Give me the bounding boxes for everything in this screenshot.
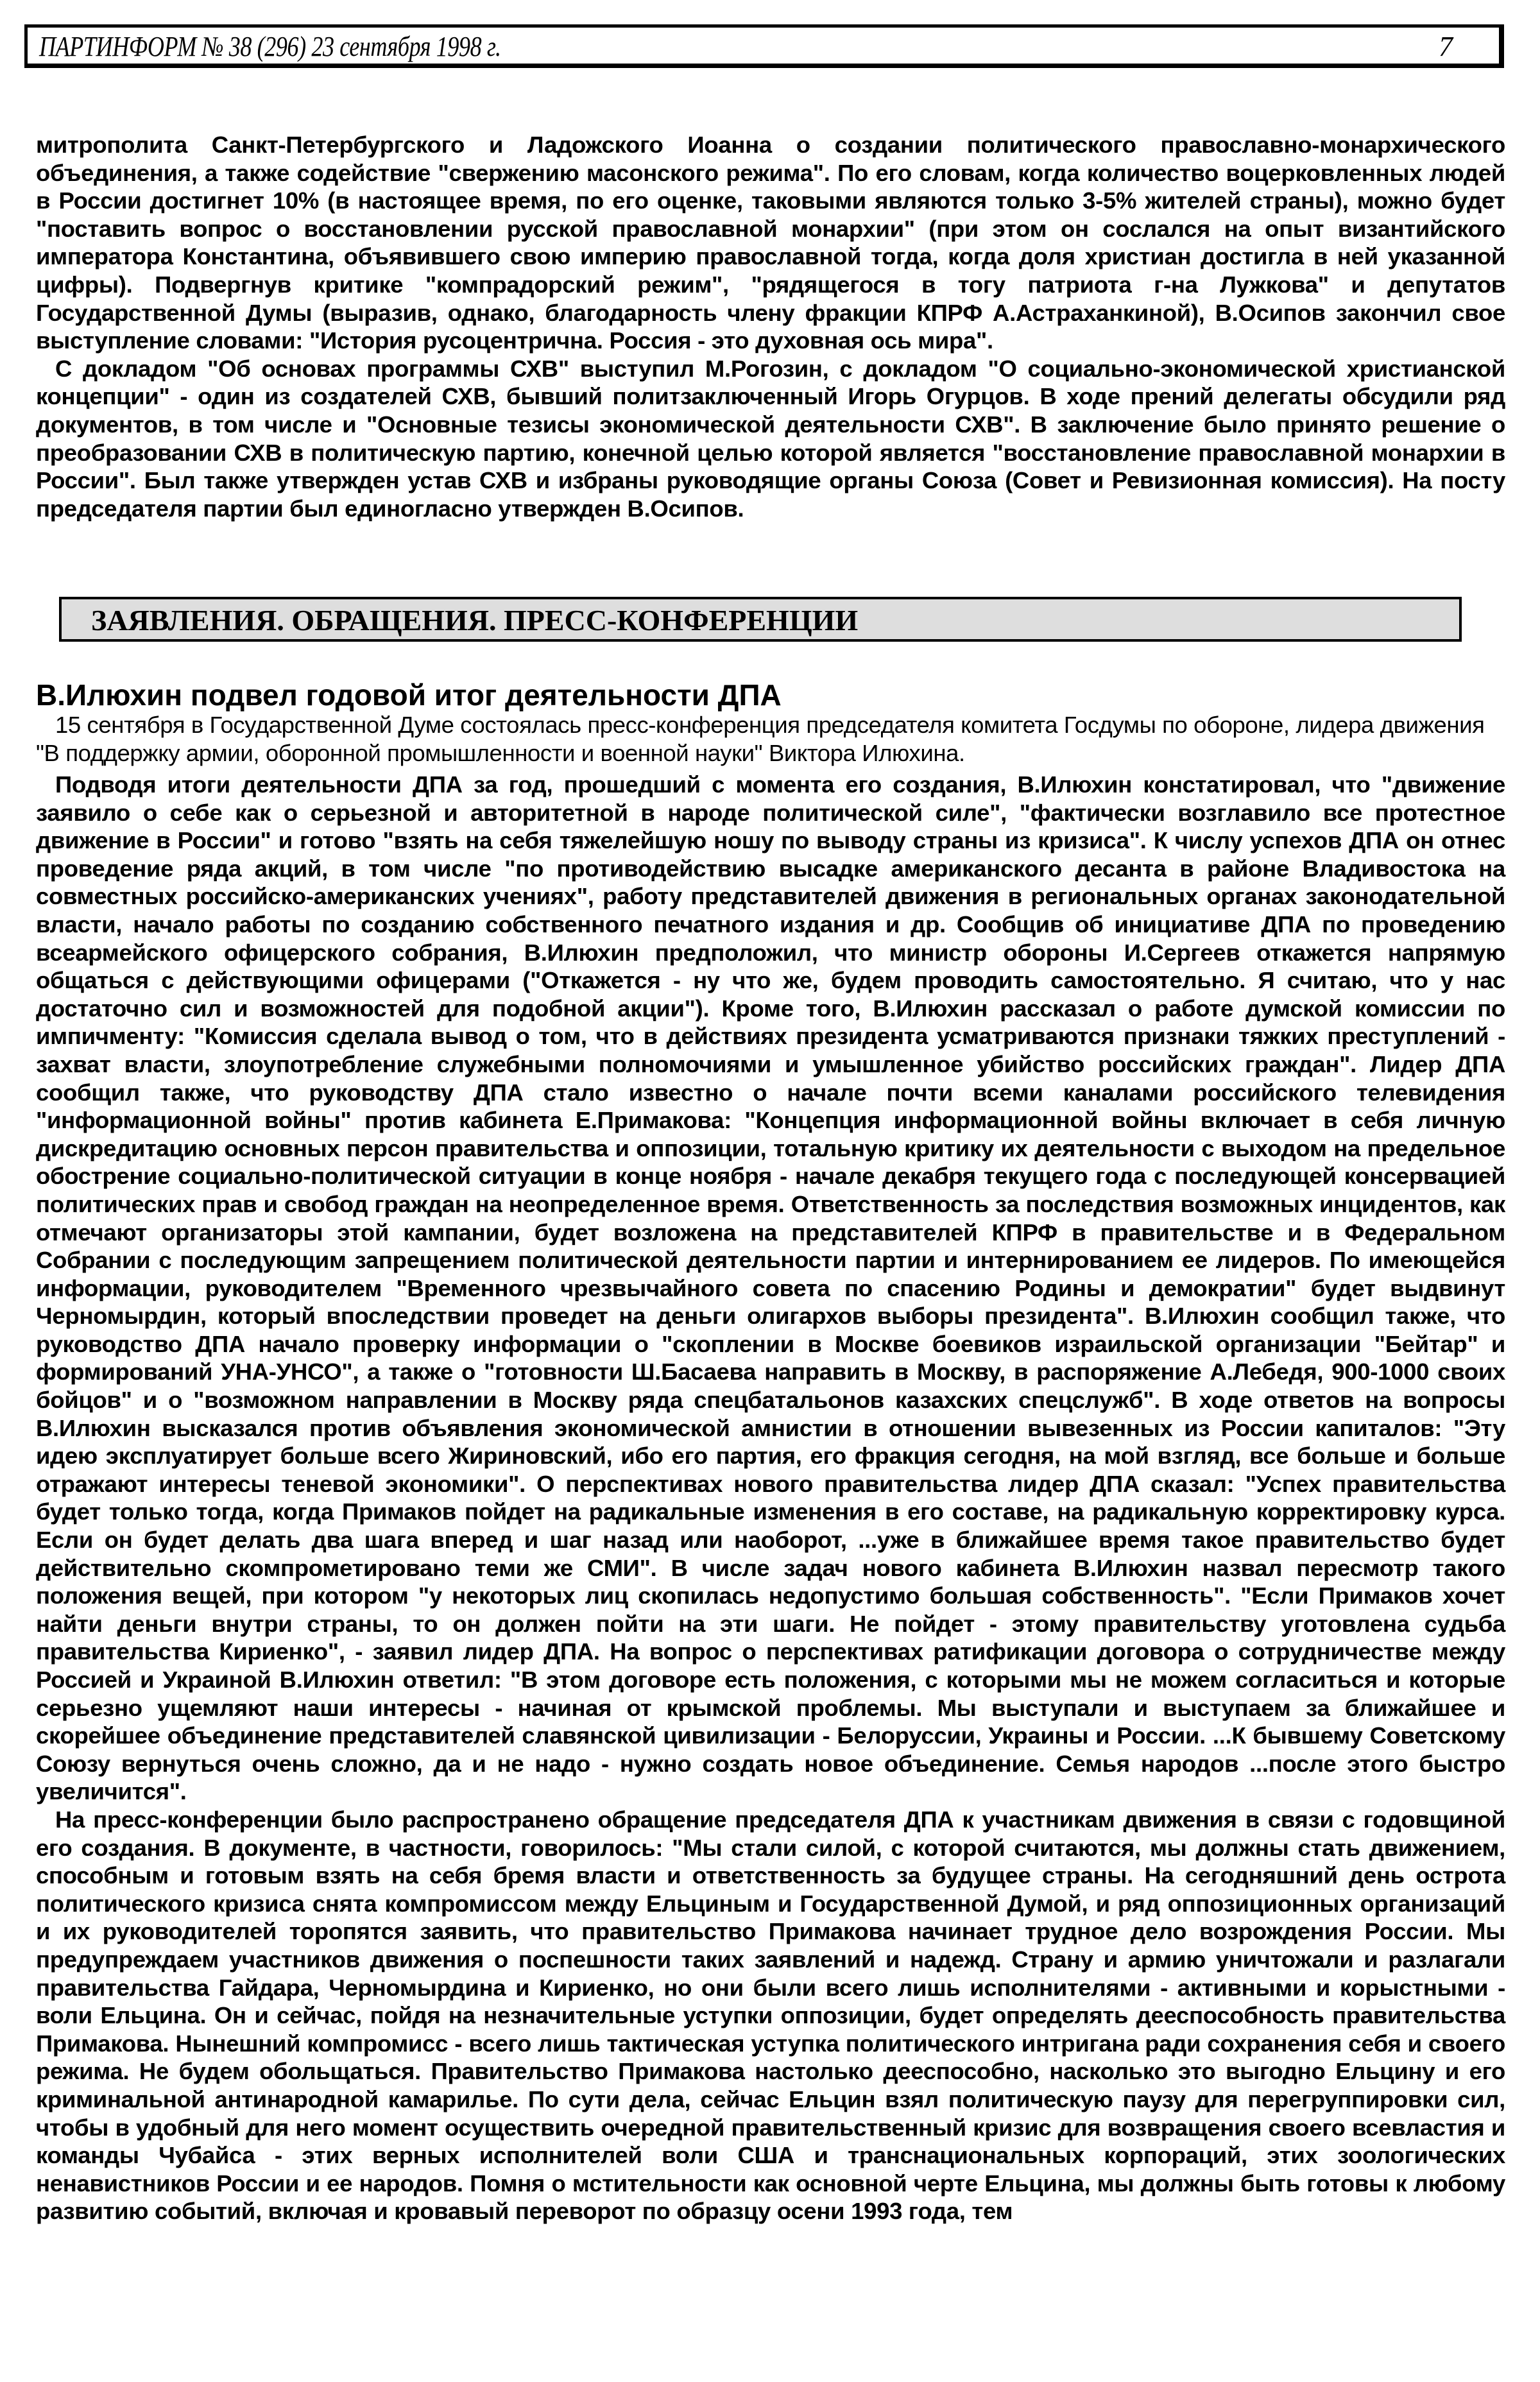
page-number: 7 bbox=[1439, 31, 1453, 62]
article-body bbox=[36, 771, 1505, 2225]
paragraph: митрополита Санкт-Петербургского и Ладожского Иоанна о создании политического православно-монархического объединения, а также содействие "свержению масонского режима". По его словам, когда количество воцерковленных людей в России достигнет 10% (в настоящее время, по его оценке, таковыми являются только 3-5% жителей страны), можно будет "поставить вопрос о восстановлении русской православной монархии" (при этом он сослался на опыт византийского императора Константина, объявившего свою империю православной тогда, когда доля христиан достигла в ней указанной цифры). Подвергнув критике "компрадорский режим", "рядящегося в тогу патриота г-на Лужкова" и депутатов Государственной Думы (выразив, однако, благодарность члену фракции КПРФ А.Астраханкиной), В.Осипов закончил свое выступление словами: "История русоцентрична. Россия - это духовная ось мира". bbox=[36, 132, 1505, 354]
article-lead bbox=[36, 711, 1505, 767]
page-header bbox=[24, 24, 1504, 68]
continued-article-text bbox=[36, 131, 1505, 522]
publication-title: ПАРТИНФОРМ № 38 (296) 23 сентября 1998 г. bbox=[39, 31, 501, 62]
section-title: ЗАЯВЛЕНИЯ. ОБРАЩЕНИЯ. ПРЕСС-КОНФЕРЕНЦИИ bbox=[91, 604, 859, 637]
article-title: В.Илюхин подвел годовой итог деятельности ДПА bbox=[36, 678, 782, 712]
paragraph: На пресс-конференции было распространено обращение председателя ДПА к участникам движения в связи с годовщиной его создания. В документе, в частности, говорилось: "Мы стали силой, с которой считаются, мы должны стать движением, способным и готовым взять на себя бремя власти и ответственность за будущее страны. На сегодняшний день острота политического кризиса снята компромиссом между Ельциным и Государственной Думой, и ряд оппозиционных организаций и их руководителей торопятся заявить, что правительство Примакова начинает трудное дело возрождения России. Мы предупреждаем участников движения о поспешности таких заявлений и надежд. Страну и армию уничтожали и разлагали правительства Гайдара, Черномырдина и Кириенко, но они были всего лишь исполнителями - активными и корыстными - воли Ельцина. Он и сейчас, пойдя на незначительные уступки оппозиции, будет определять дееспособность правительства Примакова. Нынешний компромисс - всего лишь тактическая уступка политического интригана ради сохранения себя и своего режима. Не будем обольщаться. Правительство Примакова настолько дееспособно, насколько это выгодно Ельцину и его криминальной антинародной камарилье. По сути дела, сейчас Ельцин взял политическую паузу для перегруппировки сил, чтобы в удобный для него момент осуществить очередной правительственный кризис для возвращения своего всевластия и команды Чубайса - этих верных исполнителей воли США и транснациональных корпораций, этих зоологических ненавистников России и ее народов. Помня о мстительности как основной черте Ельцина, мы должны быть готовы к любому развитию событий, включая и кровавый переворот по образцу осени 1993 года, тем bbox=[36, 1806, 1505, 2225]
lead-paragraph: 15 сентября в Государственной Думе состоялась пресс-конференция председателя комитета Госдумы по обороне, лидера движения "В поддержку армии, оборонной промышленности и военной науки" Виктора Илюхина. bbox=[36, 712, 1485, 766]
section-heading-box bbox=[59, 597, 1462, 642]
paragraph: С докладом "Об основах программы СХВ" выступил М.Рогозин, с докладом "О социально-экономической христианской концепции" - один из создателей СХВ, бывший политзаключенный Игорь Огурцов. В ходе прений делегаты обсудили ряд документов, в том числе и "Основные тезисы экономической деятельности СХВ". В заключение было принято решение о преобразовании СХВ в политическую партию, конечной целью которой является "восстановление православной монархии в России". Был также утвержден устав СХВ и избраны руководящие органы Союза (Совет и Ревизионная комиссия). На посту председателя партии был единогласно утвержден В.Осипов. bbox=[36, 355, 1505, 522]
paragraph: Подводя итоги деятельности ДПА за год, прошедший с момента его создания, В.Илюхин констатировал, что "движение заявило о себе как о серьезной и авторитетной в народе политической силе", "фактически возглавило все протестное движение в России" и готово "взять на себя тяжелейшую ношу по выводу страны из кризиса". К числу успехов ДПА он отнес проведение ряда акций, в том числе "по противодействию высадке американского десанта в районе Владивостока на совместных российско-американских учениях", работу представителей движения в региональных органах законодательной власти, начало работы по созданию собственного печатного издания и др. Сообщив об инициативе ДПА по проведению всеармейского офицерского собрания, В.Илюхин предположил, что министр обороны И.Сергеев откажется напрямую общаться с действующими офицерами ("Откажется - ну что же, будем проводить самостоятельно. Я считаю, что у нас достаточно сил и возможностей для подобной акции"). Кроме того, В.Илюхин рассказал о работе думской комиссии по импичменту: "Комиссия сделала вывод о том, что в действиях президента усматриваются признаки тяжких преступлений - захват власти, злоупотребление служебными полномочиями и умышленное убийство российских граждан". Лидер ДПА сообщил также, что руководству ДПА стало известно о начале почти всеми каналами российского телевидения "информационной войны" против кабинета Е.Примакова: "Концепция информационной войны включает в себя личную дискредитацию основных персон правительства и оппозиции, тотальную критику их деятельности с выходом на предельное обострение социально-политической ситуации в конце ноября - начале декабря текущего года с последующей консервацией политических прав и свобод граждан на неопределенное время. Ответственность за последствия возможных инцидентов, как отмечают организаторы этой кампании, будет возложена на представителей КПРФ в правительстве и в Федеральном Собрании с последующим запрещением политической деятельности партии и интернированием ее лидеров. По имеющейся информации, руководителем "Временного чрезвычайного совета по спасению Родины и демократии" будет выдвинут Черномырдин, который впоследствии проведет на деньги олигархов выборы президента". В.Илюхин сообщил также, что руководство ДПА начало проверку информации о "скоплении в Москве боевиков израильской организации "Бейтар" и формирований УНА-УНСО", а также о "готовности Ш.Басаева направить в Москву, в распоряжение А.Лебедя, 900-1000 своих бойцов" и о "возможном направлении в Москву ряда спецбатальонов казахских спецслужб". В ходе ответов на вопросы В.Илюхин высказался против объявления экономической амнистии в отношении вывезенных из России капиталов: "Эту идею эксплуатирует больше всего Жириновский, ибо его партия, его фракция сегодня, на мой взгляд, все больше и больше отражают интересы теневой экономики". О перспективах нового правительства лидер ДПА сказал: "Успех правительства будет только тогда, когда Примаков пойдет на радикальные изменения в его составе, на радикальную корректировку курса. Если он будет делать два шага вперед и шаг назад или наоборот, ...уже в ближайшее время такое правительство будет действительно скомпрометировано теми же СМИ". В числе задач нового кабинета В.Илюхин назвал пересмотр такого положения вещей, при котором "у некоторых лиц скопилась недопустимо большая собственность". "Если Примаков хочет найти деньги внутри страны, то он должен пойти на эти шаги. Не пойдет - этому правительству уготовлена судьба правительства Кириенко", - заявил лидер ДПА. На вопрос о перспективах ратификации договора о сотрудничестве между Россией и Украиной В.Илюхин ответил: "В этом договоре есть положения, с которыми мы не можем согласиться и которые серьезно ущемляют наши интересы - начиная от крымской проблемы. Мы выступали и выступаем за ближайшее и скорейшее объединение представителей славянской цивилизации - Белоруссии, Украины и России. ...К бывшему Советскому Союзу вернуться очень сложно, да и не надо - нужно создать новое объединение. Семья народов ...после этого быстро увеличится". bbox=[36, 771, 1505, 1805]
